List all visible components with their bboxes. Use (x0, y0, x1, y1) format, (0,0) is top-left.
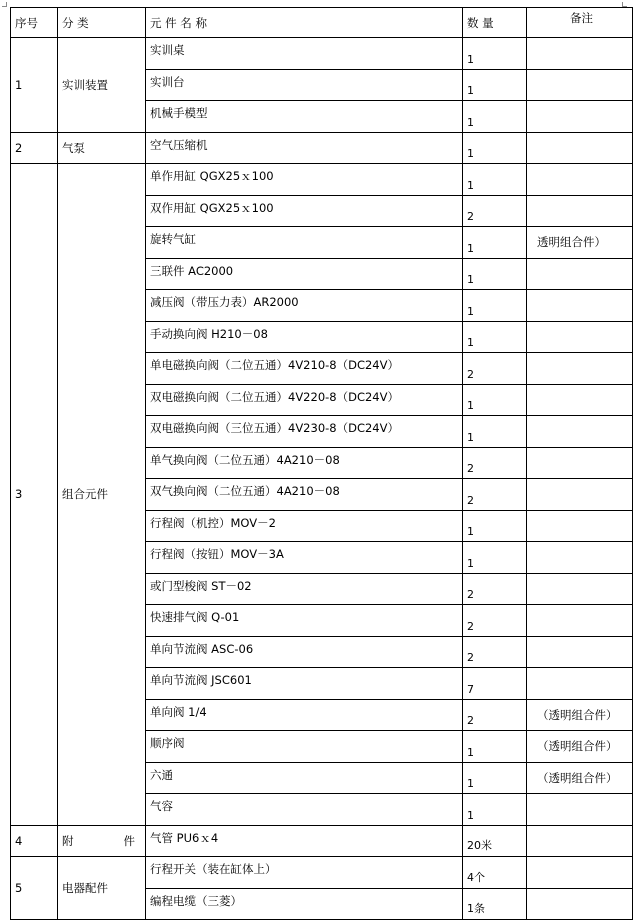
header-qty: 数 量 (463, 8, 527, 38)
table-row (11, 825, 633, 857)
group-seq-cell: 4 (11, 825, 58, 857)
item-qty-cell: 2 (463, 605, 527, 637)
item-remark-cell (527, 479, 633, 511)
item-name-cell: 气管 PU6ｘ4 (146, 825, 463, 857)
item-remark-cell (527, 195, 633, 227)
group-category-cell: 电器配件 (58, 857, 146, 920)
header-seq: 序号 (11, 8, 58, 38)
item-name-cell: 气容 (146, 794, 463, 826)
item-qty-cell: 1 (463, 290, 527, 322)
item-name-cell: 单气换向阀（二位五通）4A210－08 (146, 447, 463, 479)
table-row (11, 132, 633, 164)
item-name-cell: 六通 (146, 762, 463, 794)
item-qty-cell: 1 (463, 731, 527, 763)
item-remark-cell (527, 384, 633, 416)
item-remark-cell: （透明组合件） (527, 762, 633, 794)
item-name-cell: 减压阀（带压力表）AR2000 (146, 290, 463, 322)
item-remark-cell (527, 542, 633, 574)
group-seq-cell: 5 (11, 857, 58, 920)
item-remark-cell: （透明组合件） (527, 731, 633, 763)
item-remark-cell (527, 888, 633, 920)
item-name-cell: 单作用缸 QGX25ｘ100 (146, 164, 463, 196)
item-qty-cell: 1 (463, 321, 527, 353)
group-seq-cell: 3 (11, 164, 58, 826)
group-category-cell: 实训装置 (58, 38, 146, 133)
item-qty-cell: 2 (463, 195, 527, 227)
item-qty-cell: 1 (463, 384, 527, 416)
item-name-cell: 空气压缩机 (146, 132, 463, 164)
item-qty-cell: 4个 (463, 857, 527, 889)
item-qty-cell: 1 (463, 164, 527, 196)
item-remark-cell (527, 447, 633, 479)
item-name-cell: 单向节流阀 JSC601 (146, 668, 463, 700)
item-name-cell: 三联件 AC2000 (146, 258, 463, 290)
item-name-cell: 双电磁换向阀（二位五通）4V220-8（DC24V） (146, 384, 463, 416)
group-category-cell: 附 件 (58, 825, 146, 857)
item-name-cell: 双电磁换向阀（三位五通）4V230-8（DC24V） (146, 416, 463, 448)
item-qty-cell: 1 (463, 69, 527, 101)
item-qty-cell: 20米 (463, 825, 527, 857)
item-remark-cell: （透明组合件） (527, 699, 633, 731)
item-name-cell: 顺序阀 (146, 731, 463, 763)
item-remark-cell (527, 69, 633, 101)
item-name-cell: 实训台 (146, 69, 463, 101)
item-qty-cell: 2 (463, 447, 527, 479)
item-qty-cell: 2 (463, 636, 527, 668)
item-name-cell: 机械手模型 (146, 101, 463, 133)
item-qty-cell: 1 (463, 258, 527, 290)
item-remark-cell (527, 857, 633, 889)
item-name-cell: 单向阀 1/4 (146, 699, 463, 731)
item-remark-cell (527, 321, 633, 353)
item-qty-cell: 1 (463, 416, 527, 448)
item-name-cell: 双气换向阀（二位五通）4A210－08 (146, 479, 463, 511)
item-qty-cell: 1条 (463, 888, 527, 920)
item-remark-cell (527, 416, 633, 448)
item-qty-cell: 1 (463, 101, 527, 133)
item-qty-cell: 1 (463, 510, 527, 542)
group-category-cell: 组合元件 (58, 164, 146, 826)
item-qty-cell: 1 (463, 762, 527, 794)
item-name-cell: 手动换向阀 H210－08 (146, 321, 463, 353)
table-row (11, 38, 633, 70)
item-remark-cell (527, 668, 633, 700)
item-name-cell: 行程阀（机控）MOV－2 (146, 510, 463, 542)
item-remark-cell (527, 101, 633, 133)
item-remark-cell: 透明组合件） (527, 227, 633, 259)
item-remark-cell (527, 164, 633, 196)
group-category-cell: 气泵 (58, 132, 146, 164)
item-name-cell: 旋转气缸 (146, 227, 463, 259)
item-qty-cell: 1 (463, 794, 527, 826)
item-remark-cell (527, 258, 633, 290)
item-qty-cell: 1 (463, 542, 527, 574)
item-qty-cell: 1 (463, 227, 527, 259)
header-row (11, 8, 633, 38)
item-name-cell: 行程开关（装在缸体上） (146, 857, 463, 889)
item-qty-cell: 2 (463, 573, 527, 605)
group-seq-cell: 1 (11, 38, 58, 133)
item-remark-cell (527, 636, 633, 668)
parts-list-table (10, 7, 633, 920)
table-row (11, 857, 633, 889)
item-qty-cell: 1 (463, 38, 527, 70)
table-body (11, 38, 633, 920)
item-remark-cell (527, 605, 633, 637)
item-remark-cell (527, 353, 633, 385)
item-remark-cell (527, 825, 633, 857)
header-remark: 备注 (527, 8, 633, 38)
item-qty-cell: 2 (463, 479, 527, 511)
item-remark-cell (527, 510, 633, 542)
item-remark-cell (527, 573, 633, 605)
page-corner-mark (2, 2, 7, 7)
item-remark-cell (527, 290, 633, 322)
item-name-cell: 快速排气阀 Q-01 (146, 605, 463, 637)
item-name-cell: 单向节流阀 ASC-06 (146, 636, 463, 668)
item-qty-cell: 1 (463, 132, 527, 164)
header-name: 元 件 名 称 (146, 8, 463, 38)
item-qty-cell: 7 (463, 668, 527, 700)
item-name-cell: 双作用缸 QGX25ｘ100 (146, 195, 463, 227)
group-seq-cell: 2 (11, 132, 58, 164)
item-name-cell: 实训桌 (146, 38, 463, 70)
item-remark-cell (527, 38, 633, 70)
table-row (11, 164, 633, 196)
item-qty-cell: 2 (463, 699, 527, 731)
item-remark-cell (527, 794, 633, 826)
item-name-cell: 编程电缆（三菱） (146, 888, 463, 920)
item-remark-cell (527, 132, 633, 164)
item-name-cell: 行程阀（按钮）MOV－3A (146, 542, 463, 574)
item-qty-cell: 2 (463, 353, 527, 385)
item-name-cell: 单电磁换向阀（二位五通）4V210-8（DC24V） (146, 353, 463, 385)
header-category: 分 类 (58, 8, 146, 38)
item-name-cell: 或门型梭阀 ST－02 (146, 573, 463, 605)
